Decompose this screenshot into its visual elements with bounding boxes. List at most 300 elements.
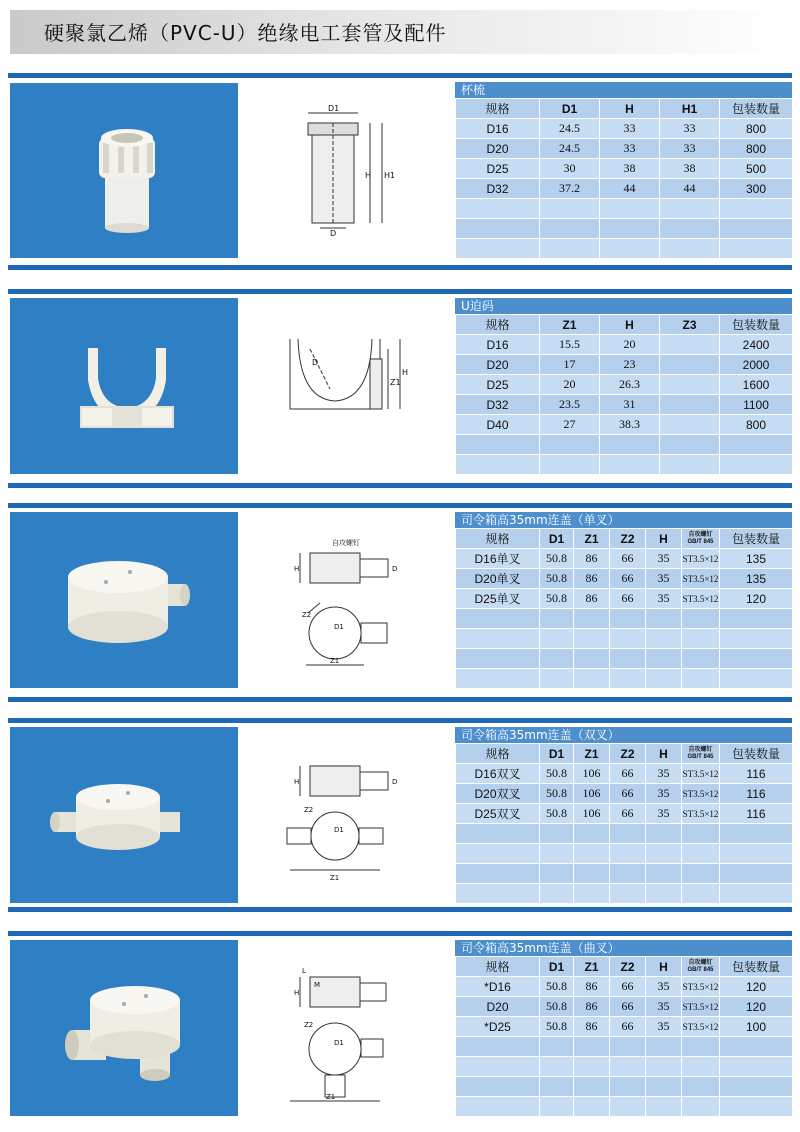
table-cell: [610, 1037, 646, 1057]
table-cell: [574, 844, 610, 864]
table-cell: [456, 1097, 540, 1117]
table-cell: [456, 239, 540, 259]
column-header: 自攻螺钉 GB/T 845: [682, 529, 720, 549]
table-row: [456, 119, 793, 139]
table-row-empty: [456, 1097, 793, 1117]
spec-title: 司令箱高35mm连盖（曲叉）: [455, 940, 792, 956]
table-cell: [574, 1077, 610, 1097]
table-cell: [610, 884, 646, 904]
table-cell: ST3.5×12: [682, 997, 720, 1017]
technical-drawing-cup-comb: [270, 103, 410, 238]
table-cell: 33: [600, 119, 660, 139]
table-cell: [540, 1037, 574, 1057]
table-cell: 35: [646, 549, 682, 569]
table-row-empty: [456, 824, 793, 844]
table-cell: 37.2: [540, 179, 600, 199]
table-cell: 100: [720, 1017, 793, 1037]
drawing-label: Z1: [326, 1093, 336, 1101]
column-header: 包装数量: [720, 99, 793, 119]
table-row-empty: [456, 864, 793, 884]
table-cell: [720, 219, 793, 239]
table-cell: [646, 1057, 682, 1077]
table-row: [456, 977, 793, 997]
table-cell: 35: [646, 1017, 682, 1037]
table-cell: [540, 455, 600, 475]
table-cell: 24.5: [540, 139, 600, 159]
table-cell: [720, 1037, 793, 1057]
spec-table-cup-comb: [455, 82, 792, 259]
table-cell: [660, 435, 720, 455]
table-row: [456, 375, 793, 395]
table-cell: [646, 669, 682, 689]
table-cell: [682, 864, 720, 884]
table-cell: 31: [600, 395, 660, 415]
table-cell: [682, 1057, 720, 1077]
column-header: Z2: [610, 529, 646, 549]
table-cell: [540, 864, 574, 884]
table-cell: [660, 239, 720, 259]
column-header: H1: [660, 99, 720, 119]
table-cell: [646, 824, 682, 844]
column-header: 规格: [456, 744, 540, 764]
table-cell: D32: [456, 179, 540, 199]
table-cell: [646, 1077, 682, 1097]
table-cell: 120: [720, 997, 793, 1017]
table-cell: [610, 1077, 646, 1097]
table-cell: 17: [540, 355, 600, 375]
table-cell: [456, 1077, 540, 1097]
table-cell: 38: [660, 159, 720, 179]
table-cell: [540, 824, 574, 844]
table-cell: [540, 884, 574, 904]
table-cell: 50.8: [540, 1017, 574, 1037]
table-header-row: [456, 99, 793, 119]
spec-title: U迫码: [455, 298, 792, 314]
spec-table: [455, 528, 793, 689]
table-cell: [600, 219, 660, 239]
table-cell: [720, 884, 793, 904]
drawing-label: D: [392, 778, 398, 786]
table-row: [456, 355, 793, 375]
table-cell: [610, 864, 646, 884]
table-cell: 20: [540, 375, 600, 395]
table-cell: 106: [574, 784, 610, 804]
table-cell: 106: [574, 764, 610, 784]
table-cell: [540, 1077, 574, 1097]
table-cell: D20双叉: [456, 784, 540, 804]
table-cell: [574, 629, 610, 649]
table-cell: 20: [600, 335, 660, 355]
table-cell: [646, 609, 682, 629]
drawing-label: D1: [334, 826, 344, 834]
table-row-empty: [456, 629, 793, 649]
product-photo-junction-single: [10, 512, 238, 688]
table-cell: [540, 609, 574, 629]
table-cell: 30: [540, 159, 600, 179]
cup-comb-icon: [99, 129, 155, 233]
table-cell: [456, 649, 540, 669]
table-row: [456, 139, 793, 159]
table-cell: 1600: [720, 375, 793, 395]
table-header-row: [456, 744, 793, 764]
table-cell: 66: [610, 804, 646, 824]
table-cell: 135: [720, 569, 793, 589]
column-header: H: [600, 315, 660, 335]
table-cell: [720, 844, 793, 864]
table-cell: [574, 1097, 610, 1117]
table-cell: 35: [646, 804, 682, 824]
table-header-row: [456, 315, 793, 335]
column-header: Z1: [574, 957, 610, 977]
table-cell: D16双叉: [456, 764, 540, 784]
table-cell: [682, 1037, 720, 1057]
drawing-label: D: [330, 229, 337, 238]
drawing-label: M: [314, 981, 321, 989]
table-cell: D20: [456, 139, 540, 159]
table-cell: [610, 609, 646, 629]
product-section-junction-elbow: [8, 931, 792, 1131]
table-row-empty: [456, 844, 793, 864]
table-cell: [720, 824, 793, 844]
section-bottom-bar: [8, 265, 792, 270]
table-cell: [456, 455, 540, 475]
table-cell: 38: [600, 159, 660, 179]
table-cell: 50.8: [540, 804, 574, 824]
table-row-empty: [456, 649, 793, 669]
table-cell: 66: [610, 589, 646, 609]
table-cell: [720, 455, 793, 475]
table-row: [456, 179, 793, 199]
table-cell: 800: [720, 119, 793, 139]
table-cell: 1100: [720, 395, 793, 415]
table-cell: 2000: [720, 355, 793, 375]
table-cell: [456, 1037, 540, 1057]
table-cell: [540, 239, 600, 259]
table-row: [456, 415, 793, 435]
product-photo-cup-comb: [10, 83, 238, 258]
section-top-bar: [8, 931, 792, 936]
table-cell: 66: [610, 569, 646, 589]
table-cell: 50.8: [540, 549, 574, 569]
table-cell: 116: [720, 804, 793, 824]
drawing-label: D1: [334, 1039, 344, 1047]
section-top-bar: [8, 503, 792, 508]
spec-table-junction-double: [455, 727, 792, 904]
table-cell: [720, 1077, 793, 1097]
table-cell: [456, 1057, 540, 1077]
table-cell: [720, 239, 793, 259]
table-cell: 50.8: [540, 997, 574, 1017]
table-row-empty: [456, 609, 793, 629]
table-cell: [456, 844, 540, 864]
table-cell: ST3.5×12: [682, 589, 720, 609]
table-row-empty: [456, 435, 793, 455]
table-cell: 35: [646, 784, 682, 804]
table-cell: [540, 199, 600, 219]
table-cell: [720, 1057, 793, 1077]
section-top-bar: [8, 289, 792, 294]
table-cell: [660, 455, 720, 475]
table-cell: [456, 199, 540, 219]
table-cell: [574, 649, 610, 669]
table-row: [456, 335, 793, 355]
drawing-label: Z1: [330, 874, 340, 882]
table-cell: 33: [600, 139, 660, 159]
table-cell: D25单叉: [456, 589, 540, 609]
table-cell: 27: [540, 415, 600, 435]
drawing-label: D: [392, 565, 398, 573]
table-cell: 44: [660, 179, 720, 199]
table-cell: ST3.5×12: [682, 784, 720, 804]
column-header: H: [646, 957, 682, 977]
table-cell: [682, 884, 720, 904]
section-top-bar: [8, 73, 792, 78]
table-cell: 35: [646, 764, 682, 784]
product-section-junction-single: [8, 503, 792, 703]
table-cell: [574, 669, 610, 689]
table-cell: [600, 435, 660, 455]
table-cell: [646, 884, 682, 904]
column-header: 规格: [456, 99, 540, 119]
table-cell: 50.8: [540, 589, 574, 609]
table-cell: 116: [720, 784, 793, 804]
table-cell: [540, 649, 574, 669]
table-cell: 120: [720, 977, 793, 997]
table-cell: D20: [456, 355, 540, 375]
table-cell: 38.3: [600, 415, 660, 435]
table-header-row: [456, 957, 793, 977]
table-cell: 500: [720, 159, 793, 179]
table-cell: 86: [574, 1017, 610, 1037]
table-cell: 33: [660, 139, 720, 159]
table-row-empty: [456, 1057, 793, 1077]
drawing-label: H: [294, 989, 300, 997]
table-row-empty: [456, 884, 793, 904]
table-cell: 50.8: [540, 784, 574, 804]
table-cell: 26.3: [600, 375, 660, 395]
drawing-label: D1: [334, 623, 344, 631]
table-cell: 86: [574, 589, 610, 609]
table-cell: [540, 219, 600, 239]
table-cell: [540, 629, 574, 649]
table-cell: [720, 1097, 793, 1117]
table-row: [456, 1017, 793, 1037]
table-cell: D20单叉: [456, 569, 540, 589]
drawing-label: Z2: [304, 1021, 314, 1029]
table-cell: 66: [610, 997, 646, 1017]
table-cell: [660, 415, 720, 435]
column-header: H: [646, 529, 682, 549]
table-cell: 2400: [720, 335, 793, 355]
column-header: Z1: [540, 315, 600, 335]
table-cell: 106: [574, 804, 610, 824]
drawing-label: H1: [384, 171, 396, 180]
column-header: 包装数量: [720, 529, 793, 549]
table-cell: 300: [720, 179, 793, 199]
drawing-label: H: [402, 368, 409, 377]
spec-title: 司令箱高35mm连盖（单叉）: [455, 512, 792, 528]
table-cell: [682, 1077, 720, 1097]
table-cell: [720, 609, 793, 629]
table-cell: 86: [574, 997, 610, 1017]
drawing-label: 自攻螺钉: [332, 539, 360, 547]
column-header: D1: [540, 99, 600, 119]
table-cell: [456, 629, 540, 649]
table-cell: 800: [720, 139, 793, 159]
spec-title: 杯梳: [455, 82, 792, 98]
table-cell: D25双叉: [456, 804, 540, 824]
table-cell: [720, 629, 793, 649]
table-cell: [610, 824, 646, 844]
section-top-bar: [8, 718, 792, 723]
table-cell: ST3.5×12: [682, 549, 720, 569]
table-cell: D16: [456, 335, 540, 355]
table-cell: 86: [574, 977, 610, 997]
table-cell: [682, 1097, 720, 1117]
column-header: 规格: [456, 315, 540, 335]
table-cell: [720, 669, 793, 689]
table-cell: D25: [456, 159, 540, 179]
table-cell: 800: [720, 415, 793, 435]
table-cell: [540, 1097, 574, 1117]
table-cell: [660, 335, 720, 355]
drawing-label: D: [312, 358, 319, 367]
drawing-label: Z1: [390, 378, 401, 387]
table-cell: D32: [456, 395, 540, 415]
product-section-junction-double: [8, 718, 792, 918]
technical-drawing-junction-single: [270, 533, 410, 673]
spec-table: [455, 98, 793, 259]
table-row-empty: [456, 1077, 793, 1097]
table-cell: D20: [456, 997, 540, 1017]
table-cell: 135: [720, 549, 793, 569]
table-cell: [682, 669, 720, 689]
table-cell: 23.5: [540, 395, 600, 415]
table-cell: [646, 1037, 682, 1057]
table-cell: 66: [610, 764, 646, 784]
table-cell: *D25: [456, 1017, 540, 1037]
column-header: 规格: [456, 529, 540, 549]
table-cell: D16单叉: [456, 549, 540, 569]
column-header: Z2: [610, 744, 646, 764]
technical-drawing-u-clip: [270, 329, 410, 439]
table-cell: 116: [720, 764, 793, 784]
table-cell: [646, 629, 682, 649]
table-cell: [610, 669, 646, 689]
table-cell: [600, 455, 660, 475]
table-row: [456, 804, 793, 824]
table-cell: 66: [610, 549, 646, 569]
table-cell: [456, 669, 540, 689]
table-cell: 35: [646, 977, 682, 997]
table-cell: [682, 609, 720, 629]
product-photo-junction-elbow: [10, 940, 238, 1116]
column-header: 自攻螺钉 GB/T 845: [682, 957, 720, 977]
table-row-empty: [456, 455, 793, 475]
column-header: H: [646, 744, 682, 764]
column-header: D1: [540, 529, 574, 549]
column-header: 包装数量: [720, 315, 793, 335]
table-cell: 35: [646, 569, 682, 589]
table-cell: 86: [574, 569, 610, 589]
product-photo-junction-double: [10, 727, 238, 903]
table-cell: 66: [610, 784, 646, 804]
column-header: H: [600, 99, 660, 119]
table-row: [456, 549, 793, 569]
table-cell: 120: [720, 589, 793, 609]
spec-title: 司令箱高35mm连盖（双叉）: [455, 727, 792, 743]
page-title: 硬聚氯乙烯（PVC-U）绝缘电工套管及配件: [44, 21, 447, 45]
table-cell: [610, 1057, 646, 1077]
table-cell: D25: [456, 375, 540, 395]
table-cell: [574, 824, 610, 844]
drawing-label: H: [294, 565, 300, 573]
column-header: 包装数量: [720, 744, 793, 764]
product-section-u-clip: [8, 289, 792, 489]
table-row-empty: [456, 669, 793, 689]
table-cell: 15.5: [540, 335, 600, 355]
table-cell: ST3.5×12: [682, 569, 720, 589]
table-cell: *D16: [456, 977, 540, 997]
spec-table: [455, 314, 793, 475]
spec-table-junction-single: [455, 512, 792, 689]
spec-table: [455, 956, 793, 1117]
product-photo-u-clip: [10, 298, 238, 474]
table-cell: [456, 864, 540, 884]
table-cell: 66: [610, 977, 646, 997]
table-cell: D40: [456, 415, 540, 435]
table-cell: ST3.5×12: [682, 764, 720, 784]
table-cell: [456, 824, 540, 844]
table-cell: [540, 435, 600, 455]
drawing-label: H: [294, 778, 300, 786]
table-cell: [540, 669, 574, 689]
table-cell: [682, 649, 720, 669]
technical-drawing-junction-double: [270, 748, 410, 888]
table-cell: [646, 649, 682, 669]
table-cell: [456, 884, 540, 904]
table-cell: [682, 824, 720, 844]
table-cell: [720, 864, 793, 884]
table-cell: D16: [456, 119, 540, 139]
table-cell: [720, 199, 793, 219]
table-row: [456, 159, 793, 179]
column-header: D1: [540, 957, 574, 977]
spec-table: [455, 743, 793, 904]
table-cell: [660, 375, 720, 395]
table-row: [456, 395, 793, 415]
drawing-label: L: [302, 967, 306, 975]
table-cell: [720, 649, 793, 669]
table-cell: [574, 1037, 610, 1057]
drawing-label: Z1: [330, 657, 340, 665]
table-cell: [540, 844, 574, 864]
column-header: Z1: [574, 529, 610, 549]
spec-table-junction-elbow: [455, 940, 792, 1117]
table-row: [456, 784, 793, 804]
table-cell: ST3.5×12: [682, 977, 720, 997]
drawing-label: D1: [328, 104, 340, 113]
table-row-empty: [456, 219, 793, 239]
column-header: Z2: [610, 957, 646, 977]
table-cell: 50.8: [540, 569, 574, 589]
table-row-empty: [456, 199, 793, 219]
drawing-label: Z2: [302, 611, 312, 619]
table-cell: 33: [660, 119, 720, 139]
table-cell: [660, 199, 720, 219]
table-cell: [456, 219, 540, 239]
column-header: D1: [540, 744, 574, 764]
